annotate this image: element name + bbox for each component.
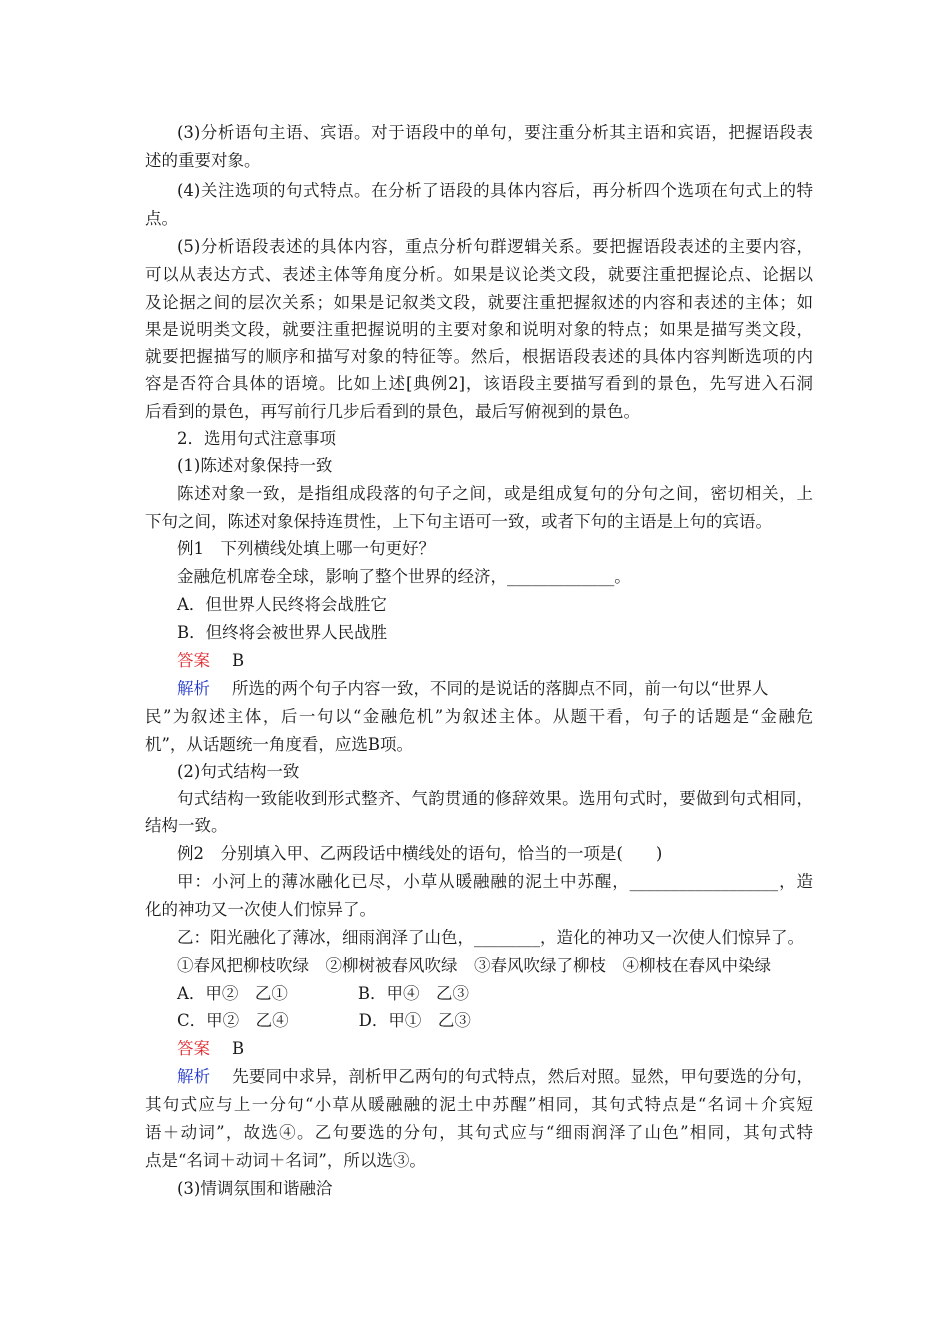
paragraph-line: 语＋动词”，故选④。乙句要选的分句，其句式应与“细雨润泽了山色”相同，其句式特 [145,1123,813,1142]
answer-line [177,1036,813,1062]
analysis-line [177,676,813,702]
paragraph-line: (4)关注选项的句式特点。在分析了语段的具体内容后，再分析四个选项在句式上的特 [177,181,813,200]
paragraph-line: 及论据之间的层次关系；如果是记叙类文段，就要注重把握叙述的内容和表述的主体；如 [145,293,813,312]
option-a: A．但世界人民终将会战胜它 [177,595,387,614]
option-c: C．甲② 乙④ [177,1011,289,1030]
paragraph-line: 陈述对象一致，是指组成段落的句子之间，或是组成复句的分句之间，密切相关，上 [177,484,813,503]
example-question: 例2 分别填入甲、乙两段话中横线处的语句，恰当的一项是( ) [177,844,663,863]
example-text-yi: 乙：阳光融化了薄冰，细雨润泽了山色，________，造化的神功又一次使人们惊异了。 [177,928,804,947]
paragraph-line: 点。 [145,209,178,228]
paragraph-line: 结构一致。 [145,816,228,835]
paragraph-line: 述的重要对象。 [145,151,261,170]
answer-label: 答案 [177,651,210,670]
option-b: B．但终将会被世界人民战胜 [177,623,388,642]
paragraph-line: 后看到的景色，再写前行几步后看到的景色，最后写俯视到的景色。 [145,402,640,421]
paragraph-line: (3)分析语句主语、宾语。对于语段中的单句，要注重分析其主语和宾语，把握语段表 [177,123,813,142]
example-question: 例1 下列横线处填上哪一句更好？ [177,539,435,558]
answer-value: B [232,651,245,670]
choice-list: ①春风把柳枝吹绿 ②柳树被春风吹绿 ③春风吹绿了柳枝 ④柳枝在春风中染绿 [177,956,771,975]
example-text-jia: 甲：小河上的薄冰融化已尽，小草从暖融融的泥土中苏醒，__________________，造 [177,872,813,891]
option-b: B．甲④ 乙③ [357,984,470,1003]
option-row [177,1008,813,1034]
subsection-heading: (1)陈述对象保持一致 [177,456,333,475]
paragraph-line: 容是否符合具体的语境。比如上述[典例2]，该语段主要描写看到的景色，先写进入石洞 [145,374,813,393]
subsection-heading: (2)句式结构一致 [177,762,300,781]
subsection-heading: (3)情调氛围和谐融洽 [177,1179,333,1198]
option-row [177,981,813,1007]
analysis-line [177,1064,813,1090]
option-a: A．甲② 乙① [177,984,288,1003]
paragraph-line: 下句之间，陈述对象保持连贯性，上下句主语可一致，或者下句的主语是上句的宾语。 [145,512,772,531]
analysis-text: 所选的两个句子内容一致，不同的是说话的落脚点不同，前一句以“世界人 [232,679,769,698]
paragraph-line: 果是说明类文段，就要注重把握说明的主要对象和说明对象的特点；如果是描写类文段， [145,320,813,339]
paragraph-line: 机”，从话题统一角度看，应选B项。 [145,735,414,754]
analysis-label: 解析 [177,1067,211,1086]
paragraph-line: 点是“名词＋动词＋名词”，所以选③。 [145,1151,426,1170]
paragraph-line: 其句式应与上一分句“小草从暖融融的泥土中苏醒”相同，其句式特点是“名词＋介宾短 [145,1095,813,1114]
paragraph-line: 可以从表达方式、表述主体等角度分析。如果是议论类文段，就要注重把握论点、论据以 [145,265,813,284]
analysis-text: 先要同中求异，剖析甲乙两句的句式特点，然后对照。显然，甲句要选的分句， [232,1067,814,1086]
paragraph-line: 化的神功又一次使人们惊异了。 [145,900,376,919]
option-d: D．甲① 乙③ [358,1011,471,1030]
paragraph-line: 民”为叙述主体，后一句以“金融危机”为叙述主体。从题干看，句子的话题是“金融危 [145,707,813,726]
paragraph-line: (5)分析语段表述的具体内容，重点分析句群逻辑关系。要把握语段表述的主要内容， [177,237,813,256]
section-heading: 2．选用句式注意事项 [177,429,336,448]
example-stem: 金融危机席卷全球，影响了整个世界的经济，_____________。 [177,567,631,586]
analysis-label: 解析 [177,679,210,698]
answer-line [177,648,813,674]
answer-value: B [232,1039,245,1058]
paragraph-line: 句式结构一致能收到形式整齐、气韵贯通的修辞效果。选用句式时，要做到句式相同， [177,789,813,808]
paragraph-line: 就要把握描写的顺序和描写对象的特征等。然后，根据语段表述的具体内容判断选项的内 [145,347,813,366]
answer-label: 答案 [177,1039,210,1058]
